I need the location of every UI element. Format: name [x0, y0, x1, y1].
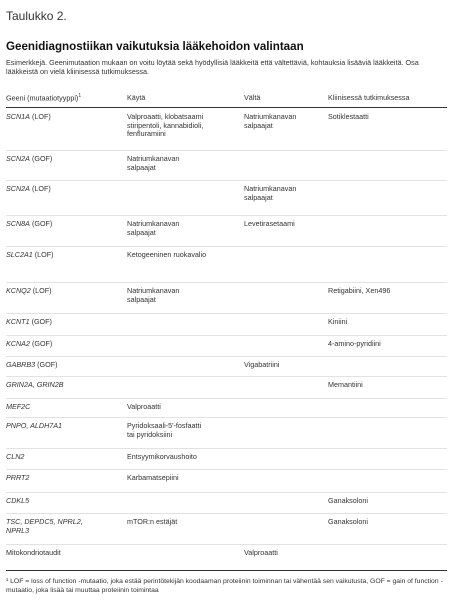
row-divider — [6, 246, 447, 247]
row-divider — [6, 417, 447, 418]
cell-gene — [6, 340, 124, 349]
gene-symbol: TSC, DEPDC5, NPRL2, NPRL3 — [6, 517, 83, 535]
cell-use: Karbamatsepiini — [127, 473, 179, 482]
row-divider — [6, 180, 447, 181]
cell-clinical: Ganaksoloni — [328, 496, 368, 505]
cell-avoid: Vigabatriini — [244, 360, 280, 369]
header-use: Käytä — [127, 93, 146, 102]
cell-gene — [6, 549, 124, 558]
gene-symbol: CDKL5 — [6, 496, 30, 505]
cell-gene — [6, 497, 124, 506]
row-divider — [6, 398, 447, 399]
cell-gene — [6, 220, 124, 229]
cell-gene — [6, 453, 124, 462]
cell-avoid: Valproaatti — [244, 548, 278, 557]
cell-use: Pyridoksaali-5'-fosfaatti tai pyridoksiini — [127, 421, 202, 439]
gene-symbol: PRRT2 — [6, 473, 30, 482]
gene-symbol: SCN2A — [6, 184, 30, 193]
row-divider — [6, 282, 447, 283]
table-footnote: ¹ LOF = loss of function -mutaatio, joka estää perintötekijän koodaaman proteiinin toiminnan tai vähentää sen vaikutusta, GOF = gain of function -mutaatio, joka lisää tai muuttaa proteiinin toimintaa — [6, 578, 443, 594]
cell-gene — [6, 318, 124, 327]
gene-symbol: SLC2A1 — [6, 250, 33, 259]
gene-symbol: SCN2A — [6, 154, 30, 163]
cell-use: Natriumkanavan salpaajat — [127, 286, 180, 304]
gene-symbol: KCNA2 — [6, 339, 30, 348]
mutation-type: (GOF) — [35, 360, 58, 369]
row-divider — [6, 335, 447, 336]
row-divider — [6, 544, 447, 545]
row-divider — [6, 356, 447, 357]
mutation-type: (GOF) — [29, 219, 53, 228]
cell-gene — [6, 422, 124, 431]
header-divider — [6, 107, 447, 108]
cell-avoid: Levetirasetaami — [244, 219, 295, 228]
gene-symbol: KCNT1 — [6, 317, 30, 326]
cell-use: Valproaatti — [127, 402, 161, 411]
cell-gene — [6, 474, 124, 483]
cell-gene — [6, 185, 124, 194]
cell-clinical: 4-amino-pyridiini — [328, 339, 381, 348]
cell-gene — [6, 155, 124, 164]
cell-gene — [6, 518, 124, 535]
row-divider — [6, 150, 447, 151]
cell-use: Natriumkanavan salpaajat — [127, 154, 180, 172]
table-bottom-divider — [6, 570, 447, 571]
mutation-type: (LOF) — [30, 286, 52, 295]
mutation-type: (GOF) — [29, 154, 53, 163]
mutation-type: (GOF) — [29, 317, 52, 326]
header-gene-label: Geeni (mutaatiotyyppi) — [6, 93, 79, 103]
gene-symbol: PNPO, ALDH7A1 — [6, 421, 63, 430]
gene-symbol: KCNQ2 — [6, 286, 31, 295]
cell-use: Entsyymikorvaushoito — [127, 452, 197, 461]
row-divider — [6, 215, 447, 216]
cell-use: Natriumkanavan salpaajat — [127, 219, 180, 237]
gene-symbol: GABRB3 — [6, 360, 36, 369]
table-description: Esimerkkejä. Geenimutaation mukaan on voitu löytää sekä hyödyllisiä lääkkeitä että vältettäviä, kohtauksia lisääviä lääkkeitä. Osa lääkkeistä on vielä kliinisessä tutkimuksessa. — [6, 58, 419, 76]
cell-clinical: Kiniini — [328, 317, 348, 326]
header-gene-footnote-mark: 1 — [78, 93, 82, 99]
row-divider — [6, 448, 447, 449]
gene-symbol: SCN1A — [6, 112, 30, 121]
mutation-type: (LOF) — [29, 184, 51, 193]
cell-clinical: Retigabiini, Xen496 — [328, 286, 391, 295]
row-divider — [6, 513, 447, 514]
cell-avoid: Natriumkanavan salpaajat — [244, 184, 297, 202]
cell-clinical: Sotiklestaatti — [328, 112, 369, 121]
header-clinical: Kliinisessä tutkimuksessa — [328, 93, 410, 102]
gene-symbol: SCN8A — [6, 219, 30, 228]
gene-symbol: MEF2C — [6, 402, 31, 411]
cell-use: mTOR:n estäjät — [127, 517, 178, 526]
mutation-type: (LOF) — [29, 112, 51, 121]
mutation-type: Mitokondriotaudit — [6, 548, 61, 557]
cell-use: Ketogeeninen ruokavalio — [127, 250, 207, 259]
header-avoid: Vältä — [244, 93, 261, 102]
cell-gene — [6, 113, 124, 122]
cell-avoid: Natriumkanavan salpaajat — [244, 112, 297, 130]
row-divider — [6, 376, 447, 377]
cell-clinical: Ganaksoloni — [328, 517, 368, 526]
table-label: Taulukko 2. — [6, 9, 67, 23]
cell-gene — [6, 403, 124, 412]
row-divider — [6, 492, 447, 493]
cell-clinical: Memantiini — [328, 380, 363, 389]
cell-gene — [6, 361, 124, 370]
mutation-type: (GOF) — [29, 339, 53, 348]
cell-use: Valproaatti, klobatsaami stiripentoli, kannabidioli, fenfluramiini — [127, 112, 204, 139]
cell-gene — [6, 251, 124, 260]
header-gene — [6, 93, 81, 102]
table-title: Geenidiagnostiikan vaikutuksia lääkehoidon valintaan — [6, 40, 304, 53]
cell-gene — [6, 381, 124, 390]
row-divider — [6, 313, 447, 314]
gene-symbol: GRIN2A, GRIN2B — [6, 380, 64, 389]
gene-symbol: CLN2 — [6, 452, 25, 461]
mutation-type: (LOF) — [32, 250, 54, 259]
cell-gene — [6, 287, 124, 296]
row-divider — [6, 469, 447, 470]
